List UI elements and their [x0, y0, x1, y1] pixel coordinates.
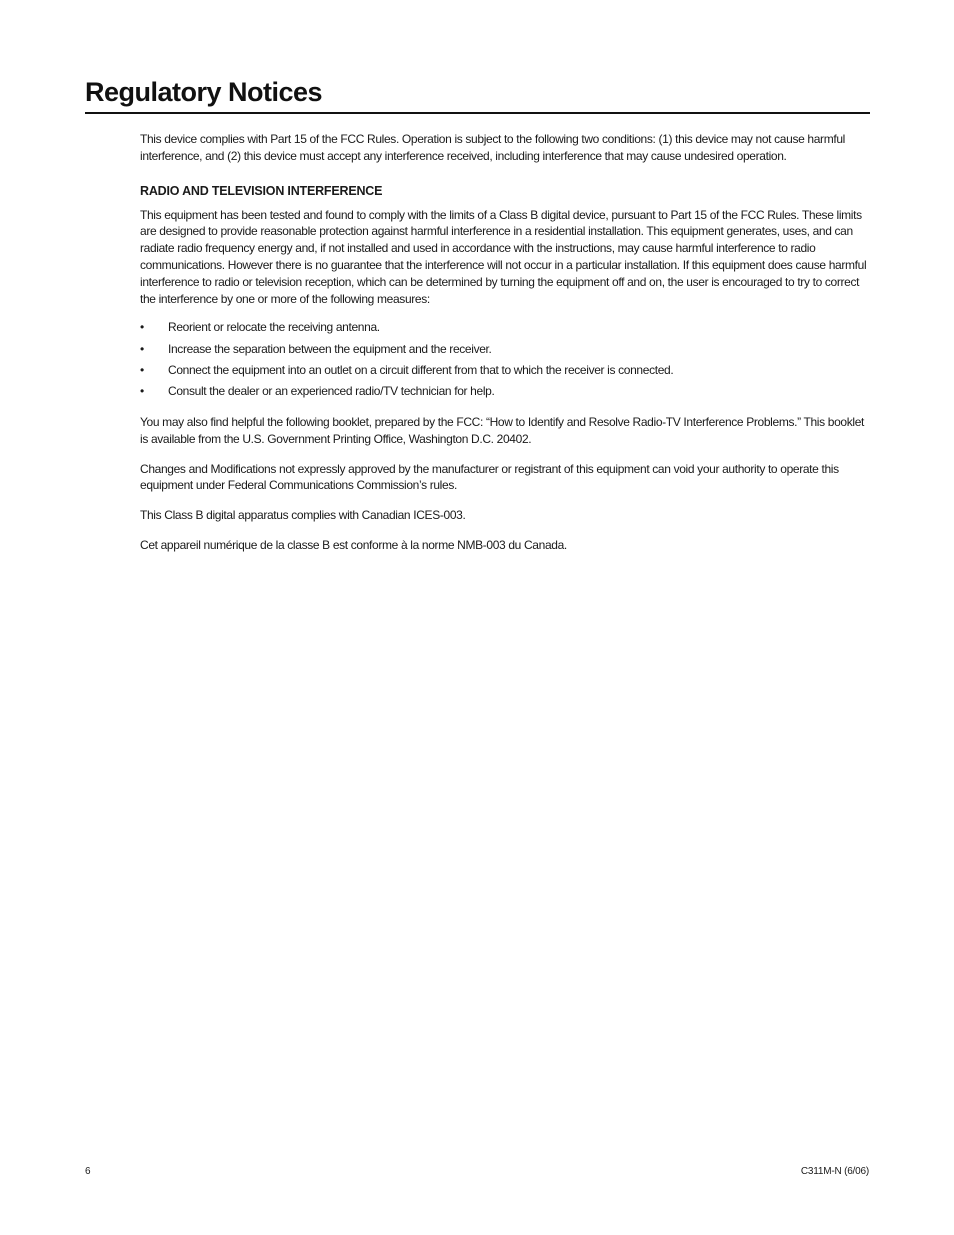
booklet-paragraph: You may also find helpful the following booklet, prepared by the FCC: “How to Identify and Resolve Radio-TV Interference Problems.” This booklet is available from the U.S. Government Printing Office, Washington D.C. 20402. [140, 415, 865, 446]
modifications-paragraph: Changes and Modifications not expressly approved by the manufacturer or registrant of this equipment can void your authority to operate this equipment under Federal Communications Commission’s rules. [140, 461, 839, 493]
list-item [140, 383, 870, 400]
list-item-text: Consult the dealer or an experienced radio/TV technician for help. [168, 384, 495, 399]
document-body [140, 131, 870, 567]
fcc-compliance-paragraph: This device complies with Part 15 of the FCC Rules. Operation is subject to the following two conditions: (1) this device may not cause harmful interference, and (2) this device must accept any interference received, including interference that may cause undesired operation. [140, 132, 845, 163]
page-title: Regulatory Notices [85, 77, 323, 107]
page-number: 6 [85, 1166, 91, 1177]
list-item-text: Connect the equipment into an outlet on a circuit different from that to which the receiver is connected. [168, 362, 674, 377]
bullet-icon: • [140, 384, 144, 399]
list-item [140, 341, 870, 358]
canada-compliance-fr: Cet appareil numérique de la classe B est conforme à la norme NMB-003 du Canada. [140, 538, 567, 553]
section-heading: RADIO AND TELEVISION INTERFERENCE [140, 183, 383, 198]
bullet-icon: • [140, 341, 144, 356]
bullet-icon: • [140, 320, 144, 335]
canada-compliance-en: This Class B digital apparatus complies with Canadian ICES-003. [140, 508, 466, 523]
interference-paragraph: This equipment has been tested and found to comply with the limits of a Class B digital device, pursuant to Part 15 of the FCC Rules. These limits are designed to provide reasonable protection against harmful interference in a residential installation. This equipment generates, uses, and can radiate radio frequency energy and, if not installed and used in accordance with the instructions, may cause harmful interference to radio communications. However there is no guarantee that the interference will not occur in a particular installation. If this equipment does cause harmful interference to radio or television reception, which can be determined by turning the equipment off and on, the user is encouraged to try to correct the interference by one or more of the following measures: [140, 207, 867, 306]
bullet-icon: • [140, 362, 144, 377]
document-code: C311M-N (6/06) [800, 1166, 869, 1177]
list-item-text: Reorient or relocate the receiving antenna. [168, 320, 380, 335]
list-item-text: Increase the separation between the equipment and the receiver. [168, 341, 492, 356]
list-item [140, 362, 870, 379]
title-rule [85, 112, 870, 114]
measures-list [140, 319, 870, 400]
list-item [140, 319, 870, 336]
